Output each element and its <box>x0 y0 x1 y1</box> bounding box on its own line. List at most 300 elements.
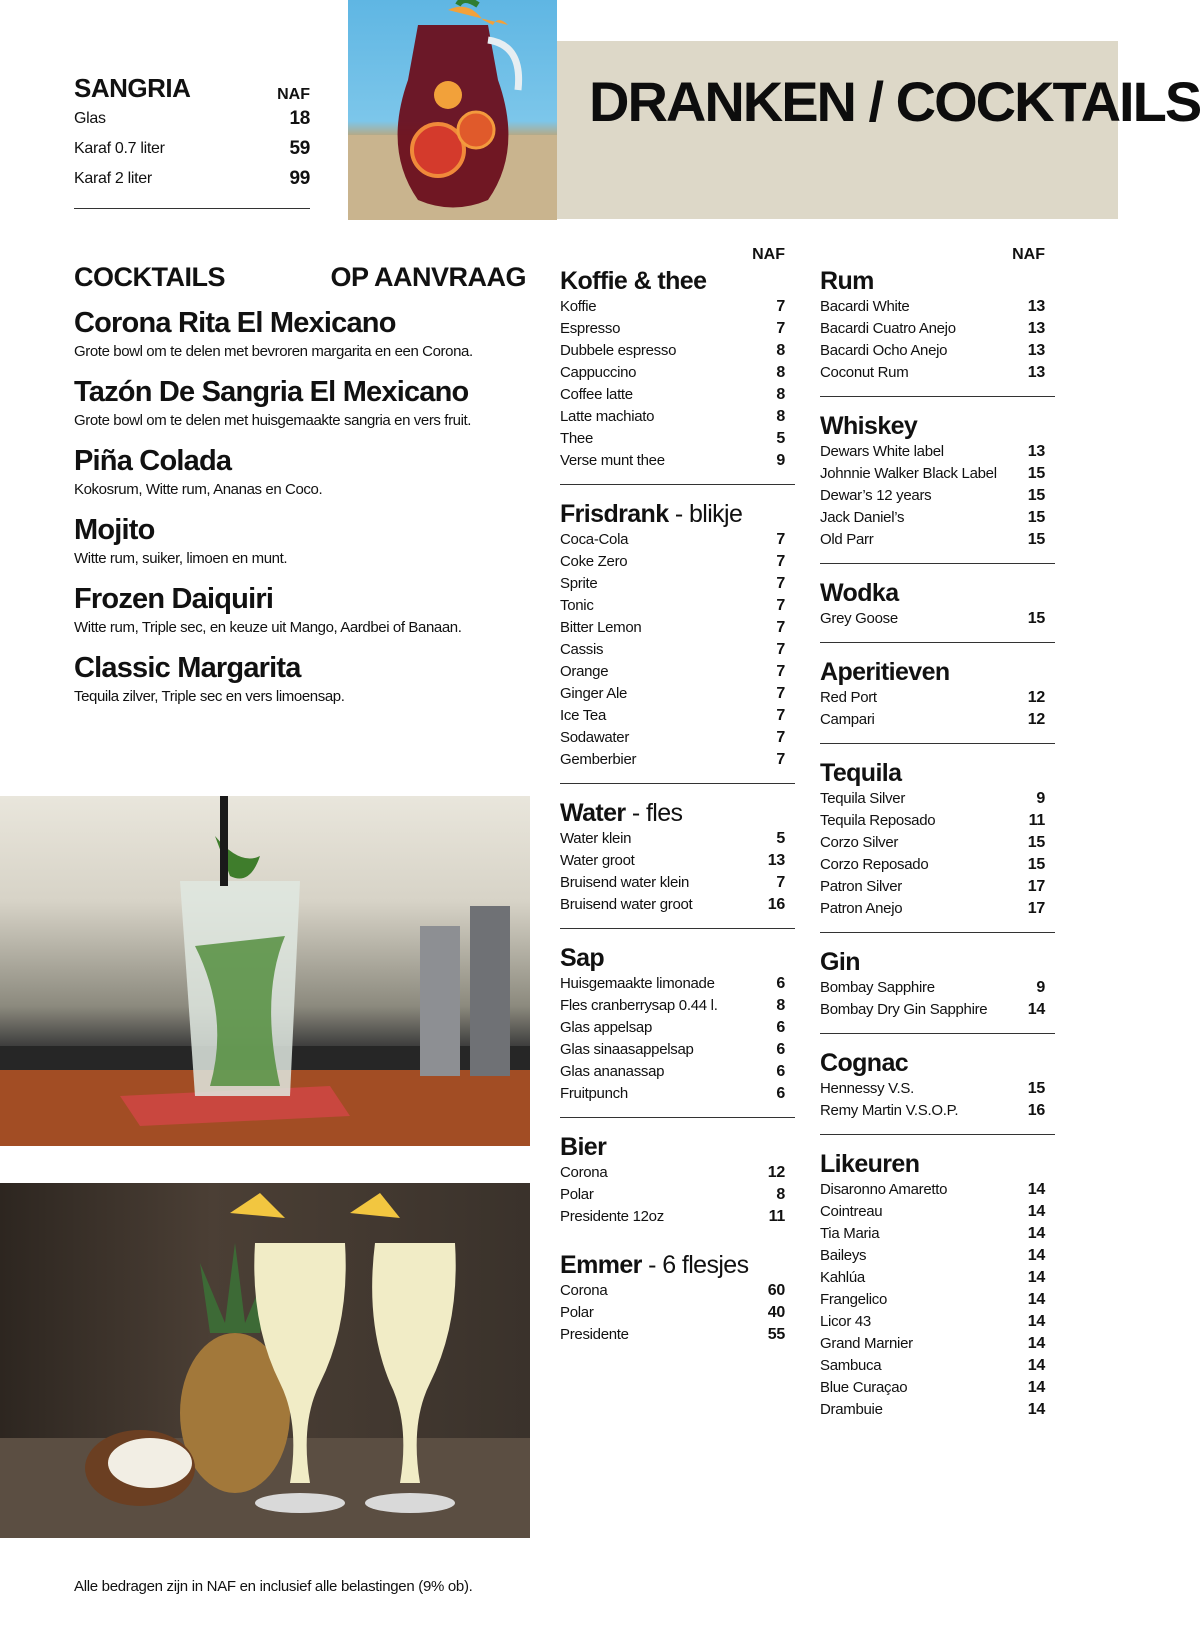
item-price: 7 <box>776 707 785 724</box>
section-title <box>560 943 795 973</box>
price-row <box>560 727 795 749</box>
item-price: 17 <box>1027 878 1045 895</box>
menu-section <box>820 1048 1055 1134</box>
item-name: Bacardi White <box>820 298 910 315</box>
item-name: Coke Zero <box>560 553 628 570</box>
section-title <box>820 758 1055 788</box>
price-row <box>820 1100 1055 1122</box>
price-row <box>74 134 310 164</box>
divider <box>560 928 795 929</box>
item-name: Corona <box>560 1282 608 1299</box>
section-title <box>820 947 1055 977</box>
item-name: Coffee latte <box>560 386 633 403</box>
item-name: Glas sinaasappelsap <box>560 1041 694 1058</box>
item-name: Karaf 2 liter <box>74 170 152 187</box>
menu-section <box>560 266 795 484</box>
price-row <box>560 595 795 617</box>
item-price: 12 <box>767 1164 785 1181</box>
item-price: 14 <box>1027 1247 1045 1264</box>
price-row <box>560 1039 795 1061</box>
mojito-illustration <box>0 796 530 1146</box>
item-price: 9 <box>1036 979 1045 996</box>
item-price: 6 <box>776 1019 785 1036</box>
price-row <box>560 406 795 428</box>
item-price: 7 <box>776 685 785 702</box>
item-price: 12 <box>1027 711 1045 728</box>
price-row <box>820 1289 1055 1311</box>
item-price: 99 <box>289 168 310 189</box>
item-name: Glas ananassap <box>560 1063 665 1080</box>
item-name: Corzo Silver <box>820 834 899 851</box>
section-title-sub: - fles <box>625 799 683 827</box>
price-row <box>820 1267 1055 1289</box>
price-row <box>560 1184 795 1206</box>
cocktails-section <box>74 262 526 707</box>
menu-section <box>560 798 795 928</box>
item-name: Orange <box>560 663 609 680</box>
price-row <box>560 1324 795 1346</box>
item-price: 7 <box>776 874 785 891</box>
price-row <box>560 551 795 573</box>
item-price: 7 <box>776 320 785 337</box>
price-row <box>820 340 1055 362</box>
item-name: Red Port <box>820 689 877 706</box>
section-title-main: Sap <box>560 944 605 972</box>
cocktail-name: Corona Rita El Mexicano <box>74 307 396 339</box>
section-title <box>820 657 1055 687</box>
sangria-price-list <box>74 104 310 194</box>
price-row <box>560 850 795 872</box>
price-row <box>560 340 795 362</box>
divider <box>560 783 795 784</box>
price-row <box>560 683 795 705</box>
item-name: Latte machiato <box>560 408 655 425</box>
price-row <box>560 1280 795 1302</box>
item-price: 6 <box>776 1063 785 1080</box>
item-price: 7 <box>776 729 785 746</box>
section-title <box>820 411 1055 441</box>
price-row <box>820 296 1055 318</box>
item-name: Baileys <box>820 1247 867 1264</box>
section-title-main: Water <box>560 799 626 827</box>
menu-section <box>820 266 1055 396</box>
item-price: 5 <box>776 430 785 447</box>
divider <box>560 1117 795 1118</box>
cocktail-name: Piña Colada <box>74 445 232 477</box>
item-name: Bombay Sapphire <box>820 979 935 996</box>
item-name: Karaf 0.7 liter <box>74 140 165 157</box>
item-name: Ice Tea <box>560 707 606 724</box>
cocktail-name: Classic Margarita <box>74 652 301 684</box>
price-row <box>560 1162 795 1184</box>
item-name: Sambuca <box>820 1357 882 1374</box>
section-title <box>820 1048 1055 1078</box>
currency-label: NAF <box>1012 246 1045 263</box>
item-price: 15 <box>1027 834 1045 851</box>
price-row <box>820 687 1055 709</box>
item-price: 16 <box>1027 1102 1045 1119</box>
price-row <box>820 1355 1055 1377</box>
price-row <box>820 854 1055 876</box>
menu-section <box>820 578 1055 642</box>
item-price: 13 <box>1027 443 1045 460</box>
section-title <box>560 1250 795 1280</box>
item-name: Tonic <box>560 597 594 614</box>
price-row <box>74 164 310 194</box>
cocktail-name: Tazón De Sangria El Mexicano <box>74 376 469 408</box>
divider <box>74 208 310 209</box>
item-price: 13 <box>1027 364 1045 381</box>
item-price: 14 <box>1027 1401 1045 1418</box>
cocktail-description: Grote bowl om te delen met huisgemaakte sangria en vers fruit. <box>74 412 472 429</box>
price-row <box>560 1017 795 1039</box>
item-name: Presidente <box>560 1326 629 1343</box>
item-price: 14 <box>1027 1335 1045 1352</box>
item-name: Presidente 12oz <box>560 1208 664 1225</box>
item-price: 6 <box>776 1041 785 1058</box>
menu-section <box>560 1132 795 1250</box>
price-row <box>820 788 1055 810</box>
divider <box>820 1033 1055 1034</box>
price-row <box>820 1333 1055 1355</box>
item-price: 13 <box>1027 320 1045 337</box>
price-row <box>560 1206 795 1228</box>
item-name: Remy Martin V.S.O.P. <box>820 1102 959 1119</box>
item-price: 7 <box>776 298 785 315</box>
item-name: Glas <box>74 110 106 127</box>
item-price: 15 <box>1027 610 1045 627</box>
divider <box>820 642 1055 643</box>
item-name: Sodawater <box>560 729 630 746</box>
item-price: 14 <box>1027 1225 1045 1242</box>
item-name: Hennessy V.S. <box>820 1080 914 1097</box>
item-name: Bacardi Cuatro Anejo <box>820 320 956 337</box>
item-name: Bruisend water klein <box>560 874 690 891</box>
item-price: 7 <box>776 531 785 548</box>
item-name: Licor 43 <box>820 1313 871 1330</box>
item-price: 14 <box>1027 1181 1045 1198</box>
section-title-main: Cognac <box>820 1049 909 1077</box>
item-name: Grand Marnier <box>820 1335 913 1352</box>
item-price: 14 <box>1027 1291 1045 1308</box>
section-title-main: Koffie & thee <box>560 267 707 295</box>
menu-section <box>820 1149 1055 1433</box>
price-row <box>820 463 1055 485</box>
drinks-column-middle <box>560 246 795 1358</box>
cocktails-title: COCKTAILS <box>74 262 225 292</box>
cocktail-description: Tequila zilver, Triple sec en vers limoensap. <box>74 688 345 705</box>
item-price: 13 <box>767 852 785 869</box>
price-row <box>560 661 795 683</box>
divider <box>820 563 1055 564</box>
item-name: Huisgemaakte limonade <box>560 975 715 992</box>
item-name: Water groot <box>560 852 635 869</box>
price-row <box>820 709 1055 731</box>
item-name: Blue Curaçao <box>820 1379 908 1396</box>
item-name: Coconut Rum <box>820 364 909 381</box>
section-title <box>560 499 795 529</box>
item-price: 8 <box>776 408 785 425</box>
price-row <box>820 1377 1055 1399</box>
item-name: Cappuccino <box>560 364 637 381</box>
item-price: 14 <box>1027 1203 1045 1220</box>
item-name: Fruitpunch <box>560 1085 628 1102</box>
price-row <box>560 573 795 595</box>
currency-label: NAF <box>277 86 310 103</box>
section-title-main: Likeuren <box>820 1150 920 1178</box>
price-row <box>560 973 795 995</box>
section-title-main: Frisdrank <box>560 500 669 528</box>
item-name: Thee <box>560 430 593 447</box>
item-name: Dewars White label <box>820 443 944 460</box>
price-row <box>820 529 1055 551</box>
price-row <box>74 104 310 134</box>
price-row <box>560 1083 795 1105</box>
item-name: Fles cranberrysap 0.44 l. <box>560 997 718 1014</box>
price-row <box>560 995 795 1017</box>
item-name: Tequila Silver <box>820 790 906 807</box>
price-row <box>560 428 795 450</box>
section-title-main: Gin <box>820 948 860 976</box>
divider <box>820 396 1055 397</box>
price-row <box>560 872 795 894</box>
item-price: 6 <box>776 1085 785 1102</box>
item-price: 14 <box>1027 1357 1045 1374</box>
price-row <box>820 1311 1055 1333</box>
item-name: Sprite <box>560 575 598 592</box>
item-name: Glas appelsap <box>560 1019 652 1036</box>
pina-colada-photo <box>0 1183 530 1538</box>
item-price: 7 <box>776 597 785 614</box>
price-row <box>560 362 795 384</box>
cocktail-description: Witte rum, suiker, limoen en munt. <box>74 550 288 567</box>
item-name: Bombay Dry Gin Sapphire <box>820 1001 988 1018</box>
item-price: 7 <box>776 619 785 636</box>
item-name: Jack Daniel’s <box>820 509 905 526</box>
price-row <box>820 1078 1055 1100</box>
divider <box>820 743 1055 744</box>
item-name: Bruisend water groot <box>560 896 693 913</box>
cocktail-description: Kokosrum, Witte rum, Ananas en Coco. <box>74 481 323 498</box>
item-price: 8 <box>776 364 785 381</box>
item-name: Frangelico <box>820 1291 888 1308</box>
item-price: 15 <box>1027 856 1045 873</box>
item-price: 8 <box>776 386 785 403</box>
item-name: Campari <box>820 711 875 728</box>
item-price: 60 <box>767 1282 785 1299</box>
item-name: Polar <box>560 1186 594 1203</box>
currency-label: NAF <box>752 246 785 263</box>
item-price: 5 <box>776 830 785 847</box>
section-title-sub: - blikje <box>668 500 743 528</box>
footer-note: Alle bedragen zijn in NAF en inclusief alle belastingen (9% ob). <box>74 1578 473 1595</box>
item-name: Koffie <box>560 298 597 315</box>
section-title-main: Tequila <box>820 759 902 787</box>
menu-section <box>560 499 795 783</box>
item-price: 14 <box>1027 1001 1045 1018</box>
pina-colada-illustration <box>0 1183 530 1538</box>
item-name: Kahlúa <box>820 1269 865 1286</box>
item-name: Water klein <box>560 830 632 847</box>
item-name: Coca-Cola <box>560 531 629 548</box>
price-row <box>560 529 795 551</box>
item-price: 40 <box>767 1304 785 1321</box>
price-row <box>820 1245 1055 1267</box>
price-row <box>560 450 795 472</box>
cocktails-availability-note: OP AANVRAAG <box>330 262 526 292</box>
drinks-column-right <box>820 246 1055 1433</box>
item-price: 59 <box>289 138 310 159</box>
price-row <box>820 876 1055 898</box>
item-price: 15 <box>1027 509 1045 526</box>
item-price: 7 <box>776 751 785 768</box>
item-price: 11 <box>768 1208 785 1225</box>
menu-section <box>820 411 1055 563</box>
item-price: 8 <box>776 342 785 359</box>
section-title <box>560 1132 795 1162</box>
item-name: Old Parr <box>820 531 874 548</box>
sangria-jug-photo <box>348 0 557 220</box>
item-price: 13 <box>1027 298 1045 315</box>
price-row <box>820 507 1055 529</box>
title-banner <box>557 41 1200 219</box>
item-name: Espresso <box>560 320 621 337</box>
item-price: 16 <box>767 896 785 913</box>
item-price: 14 <box>1027 1379 1045 1396</box>
item-price: 15 <box>1027 1080 1045 1097</box>
menu-section <box>560 943 795 1117</box>
item-price: 8 <box>776 1186 785 1203</box>
item-name: Dubbele espresso <box>560 342 677 359</box>
cocktail-description: Witte rum, Triple sec, en keuze uit Mango, Aardbei of Banaan. <box>74 619 462 636</box>
price-row <box>560 828 795 850</box>
item-price: 9 <box>1036 790 1045 807</box>
item-name: Corona <box>560 1164 608 1181</box>
mojito-photo <box>0 796 530 1146</box>
section-title-main: Aperitieven <box>820 658 950 686</box>
item-name: Grey Goose <box>820 610 898 627</box>
item-price: 15 <box>1027 465 1045 482</box>
price-row <box>820 441 1055 463</box>
item-price: 14 <box>1027 1269 1045 1286</box>
price-row <box>820 1223 1055 1245</box>
item-name: Dewar’s 12 years <box>820 487 932 504</box>
item-price: 9 <box>776 452 785 469</box>
price-row <box>560 318 795 340</box>
item-price: 14 <box>1027 1313 1045 1330</box>
cocktail-description: Grote bowl om te delen met bevroren margarita en een Corona. <box>74 343 473 360</box>
price-row <box>560 639 795 661</box>
price-row <box>560 1061 795 1083</box>
item-name: Corzo Reposado <box>820 856 929 873</box>
item-price: 8 <box>776 997 785 1014</box>
menu-section <box>820 657 1055 743</box>
price-row <box>560 384 795 406</box>
menu-section <box>560 1250 795 1358</box>
item-price: 13 <box>1027 342 1045 359</box>
section-title-main: Wodka <box>820 579 899 607</box>
price-row <box>560 749 795 771</box>
item-price: 7 <box>776 553 785 570</box>
price-row <box>560 296 795 318</box>
price-row <box>560 1302 795 1324</box>
item-name: Johnnie Walker Black Label <box>820 465 997 482</box>
sangria-title: SANGRIA <box>74 73 191 103</box>
price-row <box>560 617 795 639</box>
price-row <box>560 705 795 727</box>
divider <box>820 932 1055 933</box>
price-row <box>820 898 1055 920</box>
price-row <box>820 1399 1055 1421</box>
item-price: 12 <box>1027 689 1045 706</box>
item-name: Polar <box>560 1304 594 1321</box>
price-row <box>820 485 1055 507</box>
price-row <box>820 999 1055 1021</box>
section-title-main: Emmer <box>560 1251 642 1279</box>
page-title: DRANKEN / COCKTAILS <box>589 70 1200 133</box>
item-name: Gemberbier <box>560 751 637 768</box>
section-title-main: Whiskey <box>820 412 918 440</box>
item-price: 11 <box>1028 812 1045 829</box>
section-title <box>820 266 1055 296</box>
price-row <box>820 318 1055 340</box>
section-title <box>560 798 795 828</box>
price-row <box>820 362 1055 384</box>
item-name: Bitter Lemon <box>560 619 642 636</box>
item-name: Tequila Reposado <box>820 812 936 829</box>
sangria-jug-illustration <box>348 0 557 220</box>
divider <box>560 484 795 485</box>
item-price: 55 <box>767 1326 785 1343</box>
item-name: Cassis <box>560 641 604 658</box>
item-name: Disaronno Amaretto <box>820 1181 948 1198</box>
price-row <box>820 977 1055 999</box>
price-row <box>820 1201 1055 1223</box>
item-name: Tia Maria <box>820 1225 880 1242</box>
price-row <box>820 608 1055 630</box>
price-row <box>560 894 795 916</box>
item-price: 6 <box>776 975 785 992</box>
cocktail-list <box>74 306 526 707</box>
menu-section <box>820 758 1055 932</box>
item-name: Patron Anejo <box>820 900 903 917</box>
item-price: 7 <box>776 663 785 680</box>
item-price: 17 <box>1027 900 1045 917</box>
cocktail-name: Mojito <box>74 514 155 546</box>
section-title <box>820 578 1055 608</box>
section-title-sub: - 6 flesjes <box>641 1251 749 1279</box>
item-price: 15 <box>1027 531 1045 548</box>
item-price: 15 <box>1027 487 1045 504</box>
divider <box>820 1134 1055 1135</box>
item-price: 7 <box>776 641 785 658</box>
sangria-section <box>74 68 310 209</box>
section-title <box>560 266 795 296</box>
item-name: Bacardi Ocho Anejo <box>820 342 948 359</box>
price-row <box>820 832 1055 854</box>
item-name: Drambuie <box>820 1401 883 1418</box>
item-name: Cointreau <box>820 1203 883 1220</box>
item-price: 18 <box>289 108 310 129</box>
section-title-main: Rum <box>820 267 874 295</box>
item-name: Ginger Ale <box>560 685 628 702</box>
menu-section <box>820 947 1055 1033</box>
item-name: Verse munt thee <box>560 452 665 469</box>
price-row <box>820 1179 1055 1201</box>
section-title-main: Bier <box>560 1133 607 1161</box>
section-title <box>820 1149 1055 1179</box>
cocktail-name: Frozen Daiquiri <box>74 583 274 615</box>
